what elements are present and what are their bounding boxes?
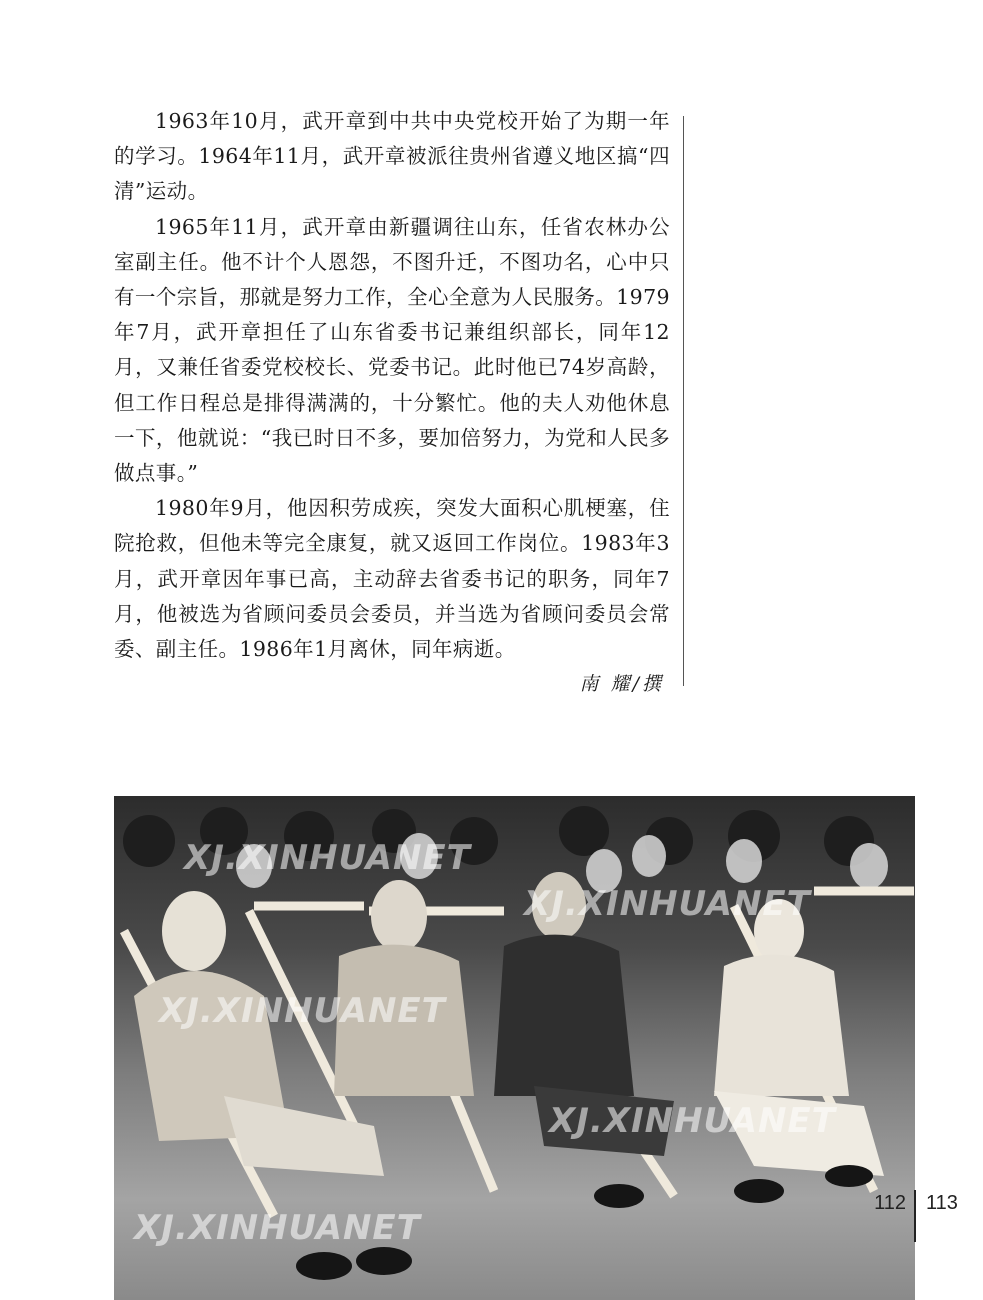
paragraph-2: 1965年11月，武开章由新疆调往山东，任省农林办公室副主任。他不计个人恩怨，不图升迁，不图功名，心中只有一个宗旨，那就是努力工作，全心全意为人民服务。1979年7月，武开章担任了山东省委书记兼组织部长，同年12月，又兼任省委党校校长、党委书记。此时他已74岁高龄，但工作日程总是排得满满的，十分繁忙。他的夫人劝他休息一下，他就说：“我已时日不多，要加倍努力，为党和人民多做点事。” (114, 214, 670, 486)
paragraph-1: 1963年10月，武开章到中共中央党校开始了为期一年的学习。1964年11月，武开章被派往贵州省遵义地区搞“四清”运动。 (114, 109, 670, 204)
watermark-1: XJ.XINHUANET (184, 838, 471, 878)
watermark-2: XJ.XINHUANET (524, 884, 811, 924)
page-number-left: 112 (874, 1192, 906, 1214)
historical-photo (114, 796, 915, 1300)
margin-rule (683, 116, 684, 686)
watermark-5: XJ.XINHUANET (134, 1208, 421, 1248)
article-text (114, 104, 670, 701)
paragraph-3: 1980年9月，他因积劳成疾，突发大面积心肌梗塞，住院抢救，但他未等完全康复，就又返回工作岗位。1983年3月，武开章因年事已高，主动辞去省委书记的职务，同年7月，他被选为省顾问委员会委员，并当选为省顾问委员会常委、副主任。1986年1月离休，同年病逝。 (114, 496, 670, 662)
page-number-right: 113 (926, 1192, 958, 1214)
watermark-3: XJ.XINHUANET (159, 991, 446, 1031)
author-credit: 南 耀/撰 (579, 673, 664, 696)
page-number-divider (914, 1190, 916, 1242)
watermark-4: XJ.XINHUANET (549, 1101, 836, 1141)
